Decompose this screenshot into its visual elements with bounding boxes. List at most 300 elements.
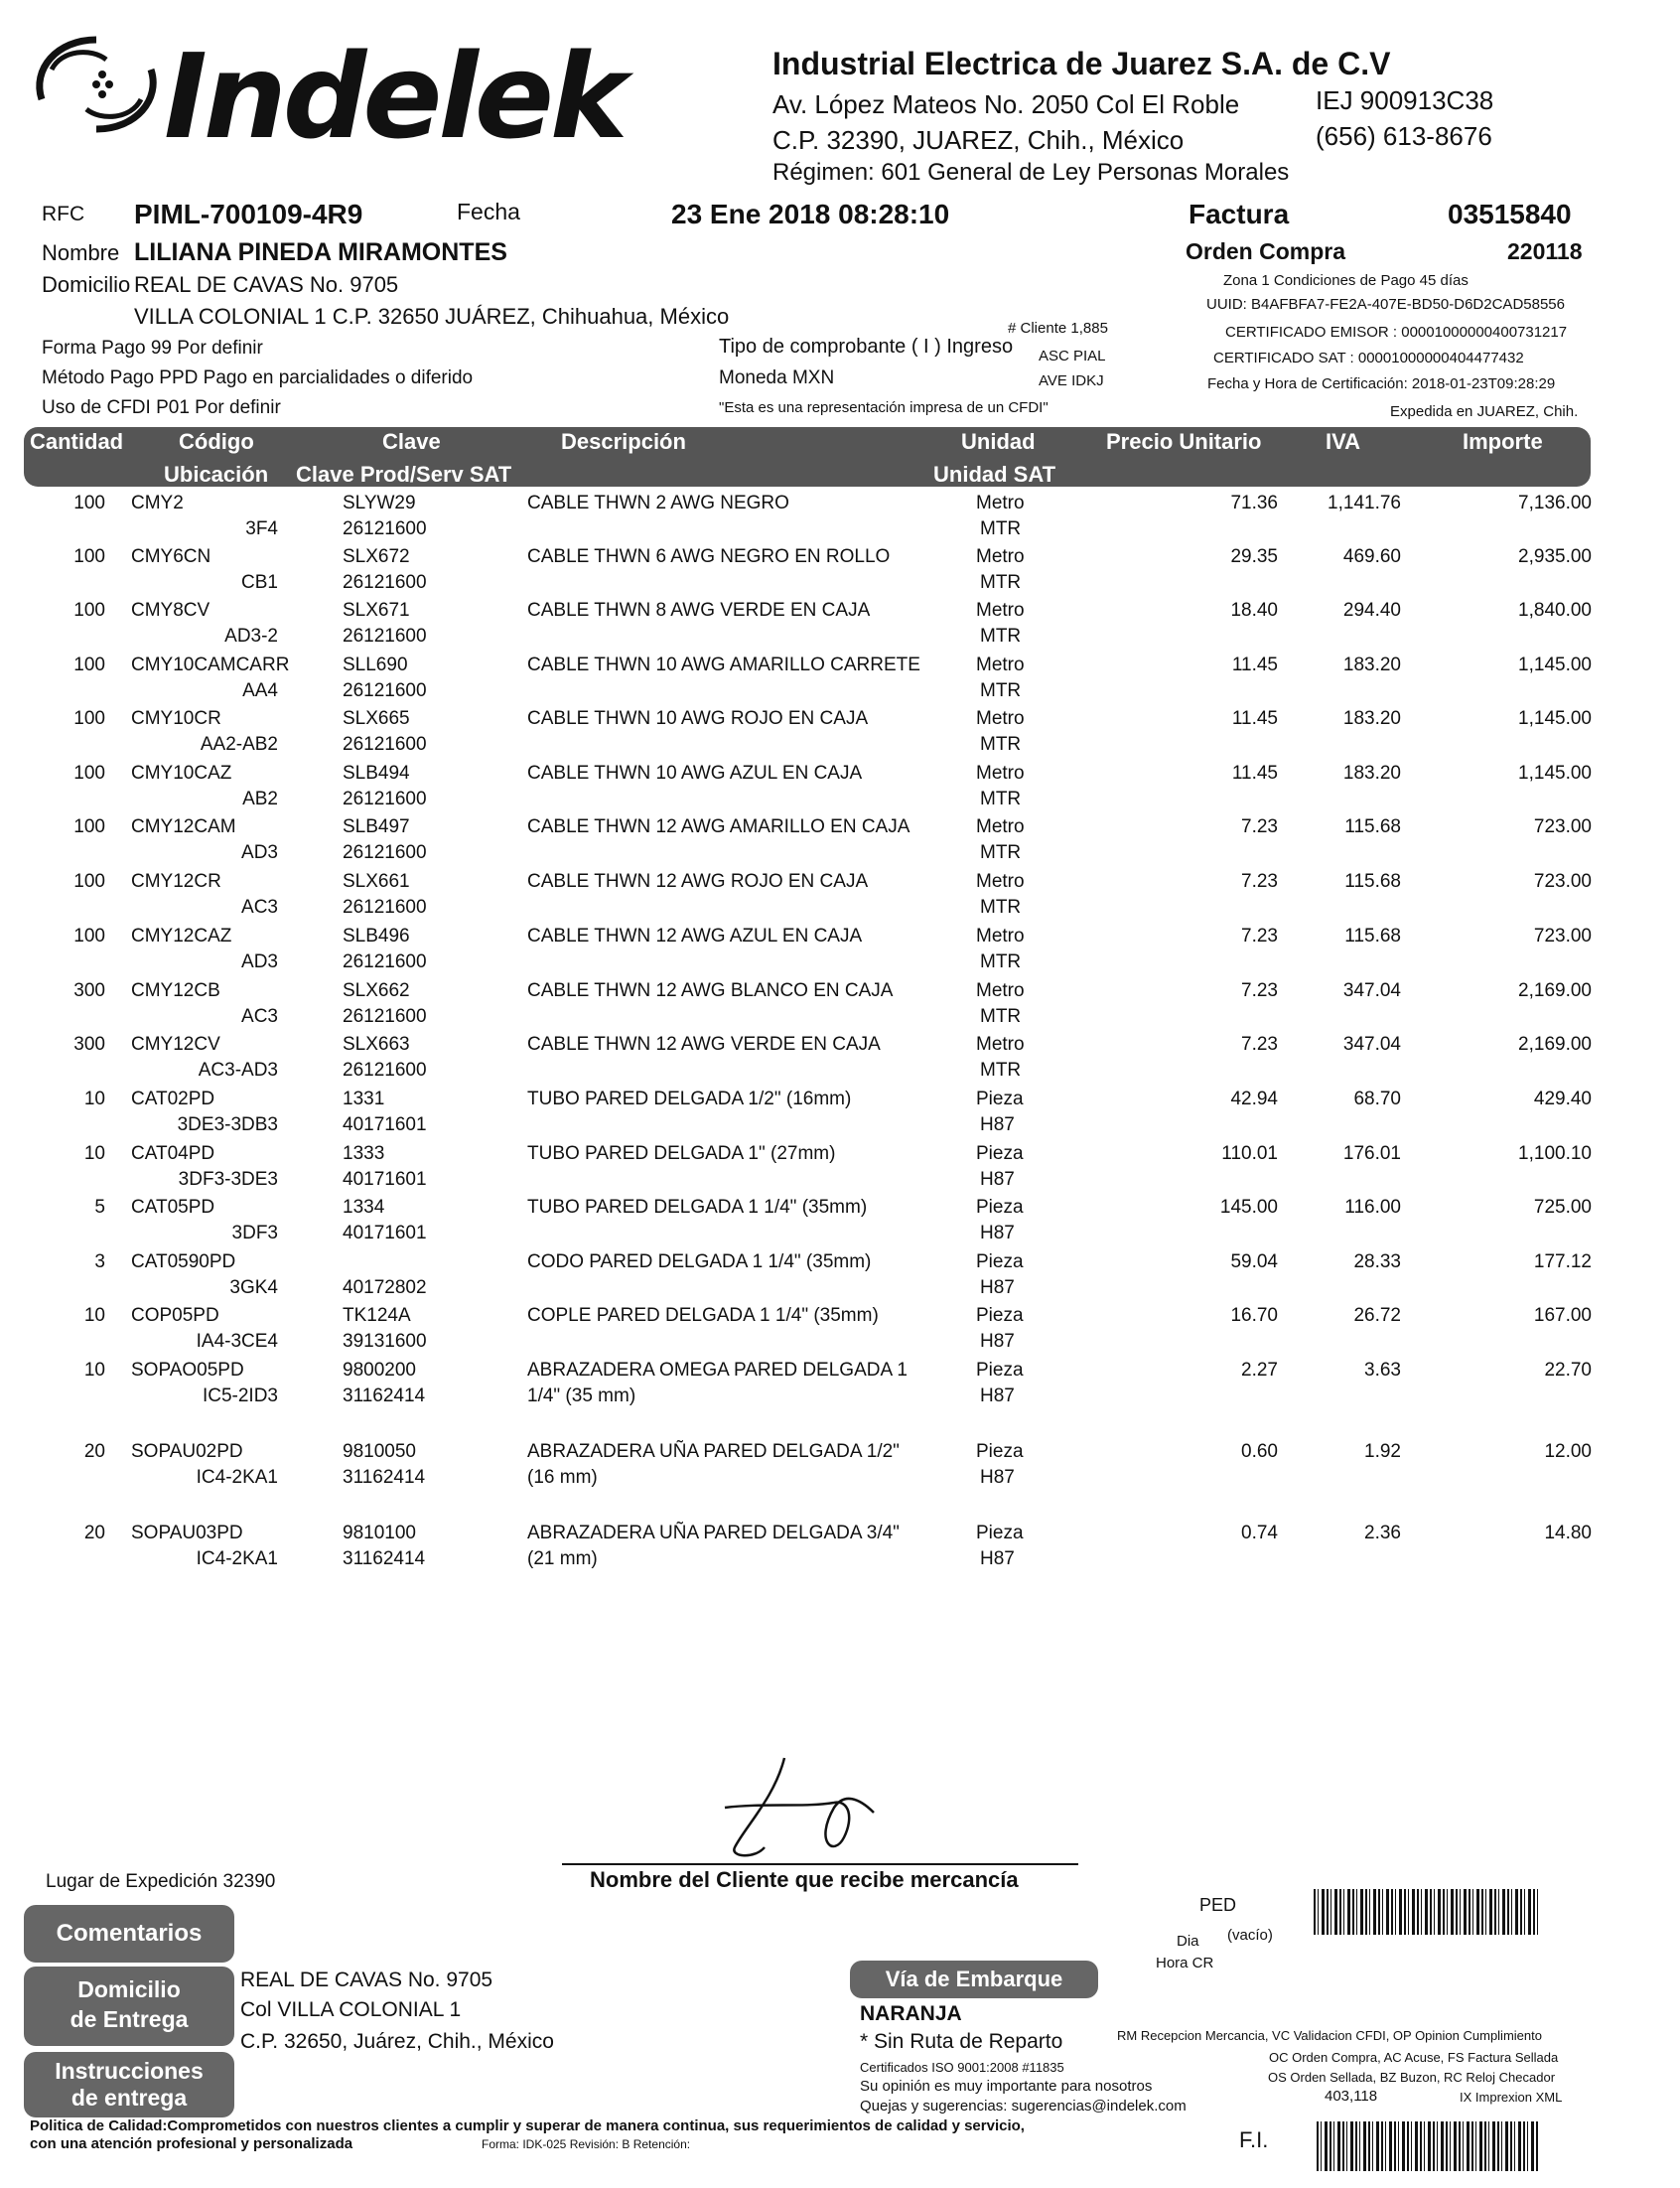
unidad-cell: Pieza <box>976 1441 1024 1462</box>
forma-revision: Forma: IDK-025 Revisión: B Retención: <box>482 2137 691 2151</box>
company-address2: C.P. 32390, JUAREZ, Chih., México <box>772 125 1185 155</box>
unidad-cell: Metro <box>976 600 1025 621</box>
col-clave: Clave <box>382 429 441 454</box>
cantidad-cell: 100 <box>73 655 105 675</box>
descripcion-cell: CABLE THWN 12 AWG AZUL EN CAJA <box>527 926 863 947</box>
quejas: Quejas y sugerencias: sugerencias@indelek.com <box>860 2098 1187 2115</box>
descripcion-cell: ABRAZADERA OMEGA PARED DELGADA 1 <box>527 1360 908 1381</box>
ubicacion-cell: AA4 <box>242 680 278 701</box>
unidad-sat-cell: MTR <box>980 789 1022 809</box>
unidad-cell: Metro <box>976 926 1025 947</box>
cantidad-cell: 100 <box>73 708 105 729</box>
codigo-cell: SOPAU02PD <box>131 1441 243 1462</box>
importe-cell: 7,136.00 <box>1518 493 1592 513</box>
importe-cell: 1,840.00 <box>1518 600 1592 621</box>
importe-cell: 1,145.00 <box>1518 708 1592 729</box>
precio-cell: 0.74 <box>1241 1523 1278 1543</box>
clave-sat-cell: 31162414 <box>343 1386 426 1406</box>
factura-label: Factura <box>1189 199 1290 229</box>
table-row <box>0 926 1680 975</box>
unidad-cell: Metro <box>976 708 1025 729</box>
ubicacion-cell: AD3 <box>241 842 278 863</box>
table-row <box>0 1305 1680 1355</box>
ubicacion-cell: AD3 <box>241 951 278 972</box>
importe-cell: 1,145.00 <box>1518 655 1592 675</box>
unidad-sat-cell: MTR <box>980 951 1022 972</box>
signature <box>685 1748 943 1867</box>
descripcion2-cell: 1/4" (35 mm) <box>527 1386 636 1406</box>
iso-cert: Certificados ISO 9001:2008 #11835 <box>860 2060 1064 2075</box>
cantidad-cell: 100 <box>73 926 105 947</box>
unidad-sat-cell: H87 <box>980 1277 1015 1298</box>
ubicacion-cell: AB2 <box>242 789 278 809</box>
entrega-line2: Col VILLA COLONIAL 1 <box>240 1998 462 2021</box>
factura-value: 03515840 <box>1448 199 1572 229</box>
clave-cell: 9800200 <box>343 1360 416 1381</box>
unidad-cell: Metro <box>976 493 1025 513</box>
ave: AVE IDKJ <box>1039 372 1104 389</box>
iva-cell: 1,141.76 <box>1328 493 1401 513</box>
table-row <box>0 1251 1680 1301</box>
descripcion-cell: TUBO PARED DELGADA 1" (27mm) <box>527 1143 836 1164</box>
codigo-cell: CMY12CAZ <box>131 926 232 947</box>
clave-sat-cell: 26121600 <box>343 680 427 701</box>
moneda: Moneda MXN <box>719 367 835 388</box>
iva-cell: 68.70 <box>1353 1089 1401 1109</box>
clave-cell: SLX665 <box>343 708 410 729</box>
importe-cell: 2,169.00 <box>1518 980 1592 1001</box>
codigo-cell: CMY2 <box>131 493 184 513</box>
cantidad-cell: 100 <box>73 816 105 837</box>
unidad-sat-cell: H87 <box>980 1548 1015 1569</box>
unidad-cell: Pieza <box>976 1143 1024 1164</box>
rfc-label: RFC <box>42 203 85 225</box>
codigo-cell: CAT0590PD <box>131 1251 236 1272</box>
representacion: "Esta es una representación impresa de un CFDI" <box>719 399 1049 416</box>
descripcion-cell: CABLE THWN 12 AWG VERDE EN CAJA <box>527 1034 881 1055</box>
cliente-num: # Cliente 1,885 <box>1008 320 1108 337</box>
iva-cell: 115.68 <box>1344 871 1401 892</box>
cantidad-cell: 100 <box>73 600 105 621</box>
nombre-label: Nombre <box>42 240 120 265</box>
precio-cell: 7.23 <box>1241 1034 1278 1055</box>
leyenda1: RM Recepcion Mercancia, VC Validacion CFDI, OP Opinion Cumplimiento <box>1117 2028 1542 2043</box>
clave-sat-cell: 26121600 <box>343 734 427 755</box>
unidad-sat-cell: MTR <box>980 734 1022 755</box>
cantidad-cell: 300 <box>73 1034 105 1055</box>
codigo-cell: CAT05PD <box>131 1197 215 1218</box>
clave-cell: 1333 <box>343 1143 385 1164</box>
cantidad-cell: 10 <box>83 1143 105 1164</box>
precio-cell: 18.40 <box>1230 600 1278 621</box>
cantidad-cell: 100 <box>73 763 105 784</box>
table-row <box>0 1089 1680 1138</box>
ubicacion-cell: AA2-AB2 <box>200 734 278 755</box>
precio-cell: 7.23 <box>1241 871 1278 892</box>
logo-swirl-icon <box>22 30 171 139</box>
company-address1: Av. López Mateos No. 2050 Col El Roble <box>772 89 1240 119</box>
clave-sat-cell: 26121600 <box>343 1060 427 1081</box>
col-clave-sat: Clave Prod/Serv SAT <box>296 462 512 487</box>
importe-cell: 723.00 <box>1533 816 1592 837</box>
unidad-sat-cell: MTR <box>980 1060 1022 1081</box>
ubicacion-cell: CB1 <box>241 572 278 593</box>
col-importe: Importe <box>1463 429 1543 454</box>
clave-sat-cell: 26121600 <box>343 626 427 647</box>
ubicacion-cell: AC3 <box>241 897 278 918</box>
table-row <box>0 1197 1680 1246</box>
codigo-cell: CMY8CV <box>131 600 210 621</box>
precio-cell: 42.94 <box>1230 1089 1278 1109</box>
cantidad-cell: 10 <box>83 1305 105 1326</box>
table-row <box>0 980 1680 1030</box>
clave-cell: TK124A <box>343 1305 411 1326</box>
clave-cell: SLX672 <box>343 546 410 567</box>
leyenda2: OC Orden Compra, AC Acuse, FS Factura Sellada <box>1269 2050 1559 2065</box>
importe-cell: 14.80 <box>1544 1523 1592 1543</box>
cantidad-cell: 100 <box>73 546 105 567</box>
codigo-cell: CMY12CB <box>131 980 220 1001</box>
domicilio-line2: VILLA COLONIAL 1 C.P. 32650 JUÁREZ, Chihuahua, México <box>134 304 730 329</box>
descripcion-cell: CABLE THWN 12 AWG AMARILLO EN CAJA <box>527 816 910 837</box>
asc: ASC PIAL <box>1039 348 1106 365</box>
unidad-sat-cell: MTR <box>980 1006 1022 1027</box>
clave-cell: SLX662 <box>343 980 410 1001</box>
clave-sat-cell: 31162414 <box>343 1467 426 1488</box>
col-ubicacion: Ubicación <box>164 462 269 487</box>
precio-cell: 0.60 <box>1241 1441 1278 1462</box>
entrega-line3: C.P. 32650, Juárez, Chih., México <box>240 2030 554 2053</box>
fecha-label: Fecha <box>457 199 520 224</box>
descripcion2-cell: (21 mm) <box>527 1548 598 1569</box>
company-phone: (656) 613-8676 <box>1316 121 1492 151</box>
via-embarque-label: Vía de Embarque <box>850 1961 1098 1998</box>
unidad-sat-cell: H87 <box>980 1331 1015 1352</box>
clave-sat-cell: 26121600 <box>343 572 427 593</box>
ubicacion-cell: AC3 <box>241 1006 278 1027</box>
table-row <box>0 1360 1680 1409</box>
iva-cell: 3.63 <box>1364 1360 1401 1381</box>
clave-sat-cell: 31162414 <box>343 1548 426 1569</box>
clave-cell: 1331 <box>343 1089 385 1109</box>
fecha-value: 23 Ene 2018 08:28:10 <box>671 199 950 229</box>
iva-cell: 183.20 <box>1342 708 1401 729</box>
cantidad-cell: 3 <box>94 1251 105 1272</box>
iva-cell: 115.68 <box>1344 926 1401 947</box>
ubicacion-cell: IA4-3CE4 <box>196 1331 278 1352</box>
codigo-cell: CAT02PD <box>131 1089 215 1109</box>
vacio-label: (vacío) <box>1227 1927 1273 1944</box>
instrucciones-label: Instrucciones de entrega <box>24 2052 234 2117</box>
table-row <box>0 546 1680 596</box>
iva-cell: 347.04 <box>1342 1034 1401 1055</box>
expedida: Expedida en JUAREZ, Chih. <box>1390 403 1579 420</box>
fi-label: F.I. <box>1239 2127 1269 2152</box>
importe-cell: 1,145.00 <box>1518 763 1592 784</box>
iva-cell: 469.60 <box>1342 546 1401 567</box>
uuid: UUID: B4AFBFA7-FE2A-407E-BD50-D6D2CAD58556 <box>1206 296 1565 313</box>
iva-cell: 183.20 <box>1342 655 1401 675</box>
clave-sat-cell: 26121600 <box>343 518 427 539</box>
unidad-sat-cell: MTR <box>980 518 1022 539</box>
domicilio-line1: REAL DE CAVAS No. 9705 <box>134 272 399 297</box>
descripcion-cell: CABLE THWN 12 AWG ROJO EN CAJA <box>527 871 869 892</box>
nombre-value: LILIANA PINEDA MIRAMONTES <box>134 238 507 266</box>
domicilio-entrega-label: Domicilio de Entrega <box>24 1967 234 2046</box>
zona: Zona 1 Condiciones de Pago 45 días <box>1223 272 1469 289</box>
codigo-cell: CMY12CV <box>131 1034 220 1055</box>
descripcion-cell: TUBO PARED DELGADA 1/2" (16mm) <box>527 1089 852 1109</box>
iva-cell: 116.00 <box>1344 1197 1401 1218</box>
precio-cell: 110.01 <box>1221 1143 1278 1164</box>
comentarios-label: Comentarios <box>24 1905 234 1963</box>
cantidad-cell: 10 <box>83 1089 105 1109</box>
importe-cell: 1,100.10 <box>1518 1143 1592 1164</box>
importe-cell: 177.12 <box>1533 1251 1592 1272</box>
col-precio: Precio Unitario <box>1106 429 1262 454</box>
table-row <box>0 708 1680 758</box>
importe-cell: 723.00 <box>1533 871 1592 892</box>
importe-cell: 429.40 <box>1533 1089 1592 1109</box>
unidad-cell: Metro <box>976 980 1025 1001</box>
descripcion-cell: CABLE THWN 8 AWG VERDE EN CAJA <box>527 600 871 621</box>
firma-label: Nombre del Cliente que recibe mercancía <box>590 1867 1019 1892</box>
leyenda3: OS Orden Sellada, BZ Buzon, RC Reloj Checador <box>1268 2070 1556 2085</box>
precio-cell: 59.04 <box>1230 1251 1278 1272</box>
ubicacion-cell: 3F4 <box>245 518 278 539</box>
iva-cell: 294.40 <box>1342 600 1401 621</box>
fecha-cert: Fecha y Hora de Certificación: 2018-01-23T09:28:29 <box>1207 375 1556 392</box>
unidad-sat-cell: MTR <box>980 897 1022 918</box>
unidad-cell: Metro <box>976 871 1025 892</box>
codigo-cell: SOPAO05PD <box>131 1360 244 1381</box>
precio-cell: 145.00 <box>1219 1197 1278 1218</box>
clave-cell: SLB494 <box>343 763 410 784</box>
importe-cell: 723.00 <box>1533 926 1592 947</box>
clave-cell: SLB496 <box>343 926 410 947</box>
unidad-cell: Pieza <box>976 1360 1024 1381</box>
iva-cell: 1.92 <box>1364 1441 1401 1462</box>
clave-sat-cell: 26121600 <box>343 1006 427 1027</box>
table-row <box>0 1441 1680 1491</box>
codigo-cell: CAT04PD <box>131 1143 215 1164</box>
clave-sat-cell: 26121600 <box>343 789 427 809</box>
table-row <box>0 1034 1680 1084</box>
unidad-cell: Metro <box>976 763 1025 784</box>
unidad-cell: Pieza <box>976 1197 1024 1218</box>
precio-cell: 11.45 <box>1231 655 1278 675</box>
lugar-expedicion: Lugar de Expedición 32390 <box>46 1871 276 1892</box>
clave-cell: SLX671 <box>343 600 410 621</box>
via-value: NARANJA <box>860 2002 962 2025</box>
descripcion-cell: COPLE PARED DELGADA 1 1/4" (35mm) <box>527 1305 879 1326</box>
descripcion-cell: CABLE THWN 10 AWG ROJO EN CAJA <box>527 708 869 729</box>
precio-cell: 71.36 <box>1230 493 1278 513</box>
codigo-cell: CMY10CR <box>131 708 221 729</box>
cantidad-cell: 10 <box>83 1360 105 1381</box>
col-codigo: Código <box>179 429 254 454</box>
descripcion-cell: TUBO PARED DELGADA 1 1/4" (35mm) <box>527 1197 868 1218</box>
descripcion-cell: ABRAZADERA UÑA PARED DELGADA 3/4" <box>527 1523 900 1543</box>
col-unidad: Unidad <box>961 429 1036 454</box>
politica2: con una atención profesional y personalizada <box>30 2135 353 2152</box>
unidad-cell: Metro <box>976 655 1025 675</box>
precio-cell: 7.23 <box>1241 926 1278 947</box>
importe-cell: 22.70 <box>1544 1360 1592 1381</box>
cantidad-cell: 5 <box>94 1197 105 1218</box>
descripcion-cell: CABLE THWN 6 AWG NEGRO EN ROLLO <box>527 546 891 567</box>
table-row <box>0 1523 1680 1572</box>
unidad-sat-cell: H87 <box>980 1223 1015 1243</box>
unidad-sat-cell: H87 <box>980 1169 1015 1190</box>
cantidad-cell: 20 <box>83 1441 105 1462</box>
codigo-cell: CMY12CR <box>131 871 221 892</box>
cantidad-cell: 100 <box>73 871 105 892</box>
clave-cell: SLX661 <box>343 871 410 892</box>
codigo-cell: CMY10CAZ <box>131 763 232 784</box>
unidad-cell: Metro <box>976 816 1025 837</box>
clave-sat-cell: 26121600 <box>343 951 427 972</box>
importe-cell: 167.00 <box>1533 1305 1592 1326</box>
ped-label: PED <box>1199 1895 1237 1915</box>
table-row <box>0 1143 1680 1193</box>
domicilio-label: Domicilio <box>42 272 131 297</box>
unidad-sat-cell: MTR <box>980 842 1022 863</box>
ubicacion-cell: IC4-2KA1 <box>196 1467 278 1488</box>
unidad-sat-cell: MTR <box>980 680 1022 701</box>
precio-cell: 2.27 <box>1241 1360 1278 1381</box>
ubicacion-cell: 3DF3-3DE3 <box>178 1169 278 1190</box>
iva-cell: 176.01 <box>1342 1143 1401 1164</box>
unidad-cell: Pieza <box>976 1089 1024 1109</box>
importe-cell: 2,935.00 <box>1518 546 1592 567</box>
codigo-cell: SOPAU03PD <box>131 1523 243 1543</box>
clave-cell: SLB497 <box>343 816 410 837</box>
clave-sat-cell: 40171601 <box>343 1169 427 1190</box>
clave-cell: 9810050 <box>343 1441 416 1462</box>
ubicacion-cell: 3DF3 <box>231 1223 278 1243</box>
clave-sat-cell: 26121600 <box>343 897 427 918</box>
descripcion-cell: CABLE THWN 12 AWG BLANCO EN CAJA <box>527 980 894 1001</box>
cantidad-cell: 20 <box>83 1523 105 1543</box>
unidad-sat-cell: MTR <box>980 572 1022 593</box>
unidad-sat-cell: H87 <box>980 1114 1015 1135</box>
logo: Indelek <box>164 28 625 165</box>
table-row <box>0 493 1680 542</box>
ubicacion-cell: IC5-2ID3 <box>202 1386 278 1406</box>
unidad-cell: Metro <box>976 1034 1025 1055</box>
hora-label: Hora CR <box>1156 1955 1214 1971</box>
clave-cell: SLX663 <box>343 1034 410 1055</box>
clave-cell: 9810100 <box>343 1523 416 1543</box>
codigo-cell: COP05PD <box>131 1305 219 1326</box>
opinion: Su opinión es muy importante para nosotros <box>860 2078 1153 2095</box>
descripcion-cell: CABLE THWN 10 AWG AMARILLO CARRETE <box>527 655 920 675</box>
clave-sat-cell: 39131600 <box>343 1331 427 1352</box>
company-regimen: Régimen: 601 General de Ley Personas Morales <box>772 159 1290 186</box>
signature-line <box>562 1863 1078 1865</box>
unidad-sat-cell: MTR <box>980 626 1022 647</box>
codigo-cell: CMY12CAM <box>131 816 236 837</box>
cert-sat: CERTIFICADO SAT : 00001000000404477432 <box>1213 350 1524 366</box>
ubicacion-cell: AD3-2 <box>224 626 278 647</box>
leyenda4: IX Imprexion XML <box>1460 2090 1563 2105</box>
unidad-cell: Pieza <box>976 1251 1024 1272</box>
col-iva: IVA <box>1326 429 1361 454</box>
ruta-value: * Sin Ruta de Reparto <box>860 2030 1063 2053</box>
precio-cell: 29.35 <box>1230 546 1278 567</box>
unidad-sat-cell: H87 <box>980 1386 1015 1406</box>
clave-sat-cell: 26121600 <box>343 842 427 863</box>
descripcion-cell: CABLE THWN 10 AWG AZUL EN CAJA <box>527 763 863 784</box>
codigo-cell: CMY6CN <box>131 546 211 567</box>
importe-cell: 725.00 <box>1533 1197 1592 1218</box>
precio-cell: 11.45 <box>1231 763 1278 784</box>
company-name: Industrial Electrica de Juarez S.A. de C.V <box>772 46 1391 81</box>
col-cantidad: Cantidad <box>30 429 124 454</box>
clave-sat-cell: 40172802 <box>343 1277 427 1298</box>
iva-cell: 183.20 <box>1342 763 1401 784</box>
clave-cell: SLYW29 <box>343 493 416 513</box>
descripcion2-cell: (16 mm) <box>527 1467 598 1488</box>
unidad-cell: Metro <box>976 546 1025 567</box>
iva-cell: 26.72 <box>1353 1305 1401 1326</box>
clave-sat-cell: 40171601 <box>343 1223 427 1243</box>
table-row <box>0 871 1680 921</box>
table-row <box>0 600 1680 650</box>
orden-value: 220118 <box>1507 238 1583 264</box>
forma-pago: Forma Pago 99 Por definir <box>42 338 263 359</box>
unidad-sat-cell: H87 <box>980 1467 1015 1488</box>
precio-cell: 7.23 <box>1241 816 1278 837</box>
precio-cell: 16.70 <box>1230 1305 1278 1326</box>
barcode-top <box>1314 1889 1538 1935</box>
tipo-comprobante: Tipo de comprobante ( I ) Ingreso <box>719 336 1014 358</box>
iva-cell: 28.33 <box>1353 1251 1401 1272</box>
ubicacion-cell: 3DE3-3DB3 <box>177 1114 278 1135</box>
descripcion-cell: ABRAZADERA UÑA PARED DELGADA 1/2" <box>527 1441 900 1462</box>
clave-cell: 1334 <box>343 1197 385 1218</box>
barcode-bottom <box>1317 2121 1539 2171</box>
cantidad-cell: 100 <box>73 493 105 513</box>
company-rfc: IEJ 900913C38 <box>1316 85 1494 115</box>
importe-cell: 2,169.00 <box>1518 1034 1592 1055</box>
cantidad-cell: 300 <box>73 980 105 1001</box>
table-row <box>0 816 1680 866</box>
entrega-line1: REAL DE CAVAS No. 9705 <box>240 1969 493 1991</box>
orden-label: Orden Compra <box>1186 238 1346 264</box>
metodo-pago: Método Pago PPD Pago en parcialidades o diferido <box>42 367 474 388</box>
col-unidad-sat: Unidad SAT <box>933 462 1056 487</box>
rfc-value: PIML-700109-4R9 <box>134 199 363 229</box>
dia-label: Dia <box>1177 1933 1199 1950</box>
iva-cell: 115.68 <box>1344 816 1401 837</box>
cert-emisor: CERTIFICADO EMISOR : 00001000000400731217 <box>1225 324 1568 341</box>
clave-cell: SLL690 <box>343 655 408 675</box>
unidad-cell: Pieza <box>976 1523 1024 1543</box>
num-403118: 403,118 <box>1325 2088 1378 2105</box>
importe-cell: 12.00 <box>1544 1441 1592 1462</box>
ubicacion-cell: AC3-AD3 <box>198 1060 278 1081</box>
precio-cell: 7.23 <box>1241 980 1278 1001</box>
politica1: Politica de Calidad:Comprometidos con nuestros clientes a cumplir y superar de manera continua, sus requerimientos de calidad y servicio, <box>30 2117 1025 2134</box>
iva-cell: 2.36 <box>1364 1523 1401 1543</box>
table-row <box>0 763 1680 812</box>
codigo-cell: CMY10CAMCARR <box>131 655 290 675</box>
table-row <box>0 655 1680 704</box>
ubicacion-cell: IC4-2KA1 <box>196 1548 278 1569</box>
col-descripcion: Descripción <box>561 429 686 454</box>
